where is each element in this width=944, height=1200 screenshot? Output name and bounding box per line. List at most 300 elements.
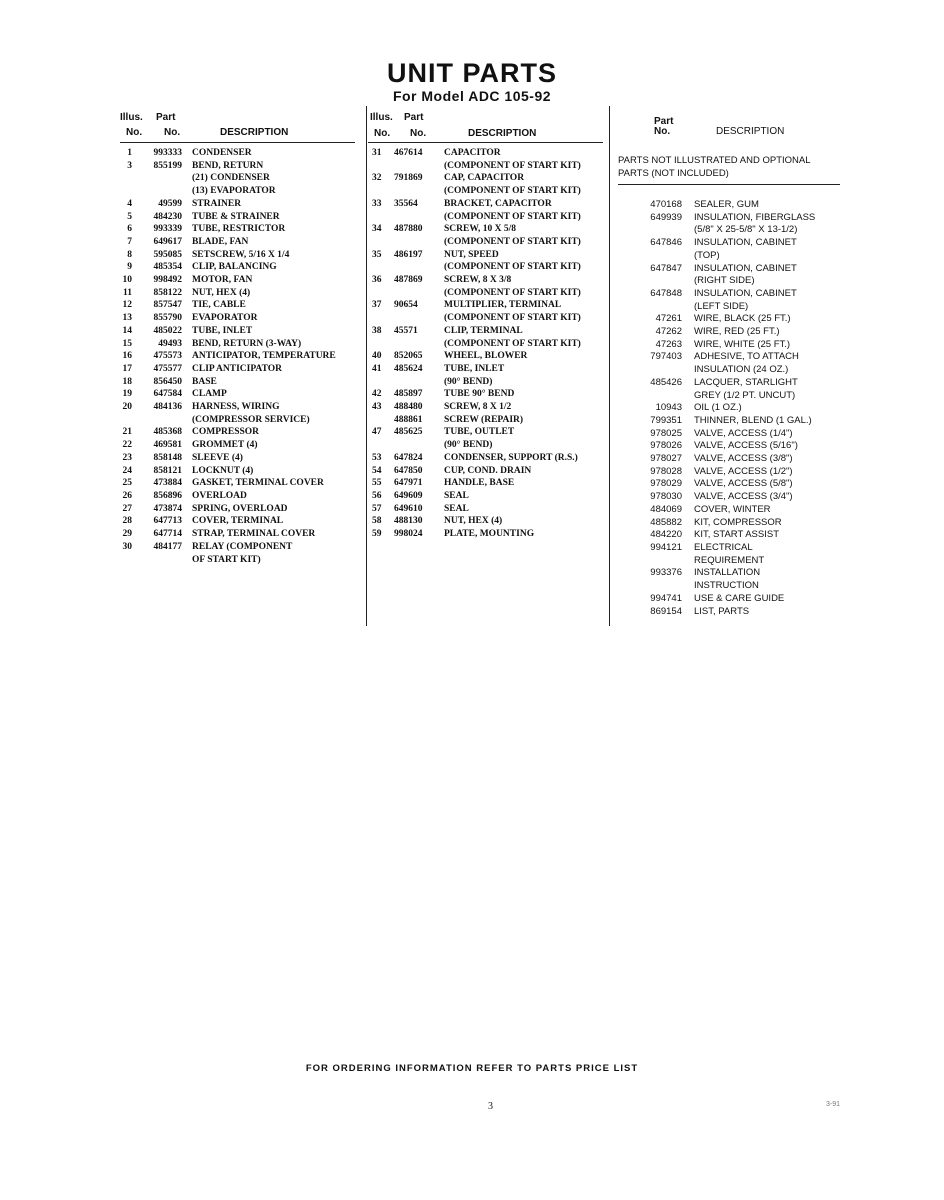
header-part-no: No. — [410, 128, 427, 139]
part-number — [618, 580, 694, 593]
table-row — [618, 606, 848, 619]
part-number: 856896 — [153, 490, 182, 501]
page-number: 3 — [488, 1101, 493, 1112]
part-number — [388, 439, 444, 452]
column-header — [120, 110, 355, 143]
header-illus-no: No. — [126, 127, 143, 138]
part-description: VALVE, ACCESS (1/4") — [694, 427, 793, 439]
part-description: (COMPONENT OF START KIT) — [444, 211, 581, 222]
part-number: 647847 — [650, 262, 682, 274]
illus-number: 53 — [372, 452, 382, 463]
illus-number: 32 — [372, 173, 382, 184]
illus-number — [368, 312, 388, 325]
part-number: 647971 — [394, 478, 423, 489]
part-number: 485022 — [153, 325, 182, 336]
part-number: 649617 — [153, 236, 182, 247]
part-number: 469581 — [153, 440, 182, 451]
part-description: SPRING, OVERLOAD — [192, 503, 288, 514]
part-description: BEND, RETURN — [192, 160, 264, 171]
illus-number — [368, 376, 388, 389]
part-number: 857547 — [153, 300, 182, 311]
part-description: TUBE 90° BEND — [444, 389, 515, 400]
table-row — [368, 426, 603, 439]
illus-number: 17 — [122, 363, 132, 374]
table-row — [618, 288, 848, 301]
part-description: BRACKET, CAPACITOR — [444, 198, 552, 209]
part-number: 10943 — [655, 402, 682, 414]
table-row — [120, 223, 355, 236]
table-row — [120, 299, 355, 312]
part-number: 485882 — [650, 516, 682, 528]
table-row — [120, 350, 355, 363]
part-number: 49493 — [158, 338, 182, 349]
table-row — [618, 415, 848, 428]
part-description: (COMPONENT OF START KIT) — [444, 160, 581, 171]
table-row — [368, 198, 603, 211]
part-number: 485625 — [394, 427, 423, 438]
part-description: INSTRUCTION — [694, 580, 759, 592]
table-row — [368, 376, 603, 389]
parts-column-2 — [368, 110, 603, 541]
illus-number: 24 — [122, 465, 132, 476]
part-number: 998024 — [394, 529, 423, 540]
part-number: 993376 — [650, 567, 682, 579]
table-row — [120, 388, 355, 401]
part-number: 485426 — [650, 376, 682, 388]
table-row — [618, 453, 848, 466]
part-description: VALVE, ACCESS (5/8") — [694, 478, 793, 490]
part-number: 473874 — [153, 503, 182, 514]
table-row — [618, 364, 848, 377]
part-number — [388, 376, 444, 389]
illus-number: 36 — [372, 275, 382, 286]
column-divider — [366, 106, 367, 626]
part-number — [618, 364, 694, 377]
part-number: 488480 — [394, 402, 423, 413]
part-number: 855199 — [153, 160, 182, 171]
part-description: OIL (1 OZ.) — [694, 402, 742, 414]
part-description: HANDLE, BASE — [444, 478, 515, 489]
part-number — [618, 555, 694, 568]
part-description: CLIP, TERMINAL — [444, 325, 523, 336]
part-description: (5/8" X 25-5/8" X 13-1/2) — [694, 224, 798, 236]
table-row — [120, 249, 355, 262]
part-description: KIT, START ASSIST — [694, 529, 779, 541]
table-row — [368, 401, 603, 414]
table-row — [120, 198, 355, 211]
optional-parts-note: PARTS NOT ILLUSTRATED AND OPTIONAL PARTS (NOT INCLUDED) — [618, 154, 840, 185]
table-row — [368, 439, 603, 452]
illus-number: 26 — [122, 490, 132, 501]
part-number — [618, 224, 694, 237]
table-row — [618, 275, 848, 288]
part-description: ANTICIPATOR, TEMPERATURE — [192, 351, 336, 362]
table-row — [120, 414, 355, 427]
table-row — [618, 466, 848, 479]
table-row — [120, 554, 355, 567]
part-description: GASKET, TERMINAL COVER — [192, 478, 324, 489]
part-description: OVERLOAD — [192, 490, 247, 501]
part-number: 484230 — [153, 211, 182, 222]
illus-number — [368, 338, 388, 351]
part-number: 856450 — [153, 376, 182, 387]
illus-number — [368, 261, 388, 274]
illus-number — [368, 211, 388, 224]
part-description: INSULATION, CABINET — [694, 287, 797, 299]
column-header — [368, 110, 603, 143]
table-row — [368, 211, 603, 224]
table-row — [618, 555, 848, 568]
model-subtitle: For Model ADC 105-92 — [392, 88, 552, 104]
illus-number: 22 — [122, 440, 132, 451]
table-row — [120, 401, 355, 414]
part-description: TUBE, OUTLET — [444, 427, 515, 438]
part-description: (13) EVAPORATOR — [192, 186, 276, 197]
part-number: 485897 — [394, 389, 423, 400]
part-description: GREY (1/2 PT. UNCUT) — [694, 389, 796, 401]
part-number — [132, 172, 192, 185]
part-description: THINNER, BLEND (1 GAL.) — [694, 414, 812, 426]
table-row — [120, 147, 355, 160]
part-number — [618, 250, 694, 263]
part-description: INSTALLATION — [694, 567, 761, 579]
table-row — [618, 250, 848, 263]
part-number — [132, 185, 192, 198]
part-number — [132, 554, 192, 567]
table-row — [368, 223, 603, 236]
table-row — [618, 263, 848, 276]
part-description: USE & CARE GUIDE — [694, 592, 785, 604]
part-description: TIE, CABLE — [192, 300, 246, 311]
illus-number: 13 — [122, 313, 132, 324]
table-row — [368, 160, 603, 173]
part-description: (COMPONENT OF START KIT) — [444, 236, 581, 247]
table-row — [618, 593, 848, 606]
part-description: TUBE, RESTRICTOR — [192, 224, 286, 235]
illus-number: 18 — [122, 376, 132, 387]
header-part-no: No. — [164, 127, 181, 138]
part-number: 994741 — [650, 592, 682, 604]
illus-number: 4 — [127, 198, 132, 209]
table-row — [618, 491, 848, 504]
part-description: HARNESS, WIRING — [192, 402, 280, 413]
illus-number: 56 — [372, 490, 382, 501]
part-number: 470168 — [650, 199, 682, 210]
illus-number: 57 — [372, 503, 382, 514]
table-row — [618, 339, 848, 352]
part-number: 791869 — [394, 173, 423, 184]
header-description: DESCRIPTION — [716, 126, 785, 137]
part-number: 47263 — [655, 338, 682, 350]
part-description: MOTOR, FAN — [192, 275, 253, 286]
part-description: (90° BEND) — [444, 376, 493, 387]
part-description: (TOP) — [694, 249, 720, 261]
part-number: 978030 — [650, 491, 682, 503]
parts-column-3 — [618, 110, 848, 618]
illus-number: 47 — [372, 427, 382, 438]
part-description: (COMPONENT OF START KIT) — [444, 313, 581, 324]
parts-column-1 — [120, 110, 355, 566]
parts-list — [368, 147, 603, 541]
part-number: 649610 — [394, 503, 423, 514]
part-description: COMPRESSOR — [192, 427, 260, 438]
table-row — [618, 313, 848, 326]
part-number — [388, 236, 444, 249]
part-description: CLAMP — [192, 389, 227, 400]
table-row — [368, 477, 603, 490]
part-description: (RIGHT SIDE) — [694, 275, 755, 287]
table-row — [368, 388, 603, 401]
table-row — [618, 402, 848, 415]
part-number: 486197 — [394, 249, 423, 260]
table-row — [618, 377, 848, 390]
part-description: SCREW, 10 X 5/8 — [444, 224, 516, 235]
part-description: SCREW, 8 X 1/2 — [444, 402, 512, 413]
table-row — [368, 528, 603, 541]
part-description: SEAL — [444, 503, 469, 514]
illus-number: 38 — [372, 325, 382, 336]
table-row — [618, 542, 848, 555]
table-row — [368, 249, 603, 262]
table-row — [618, 224, 848, 237]
part-number: 647848 — [650, 287, 682, 299]
part-number: 994121 — [650, 541, 682, 553]
part-number: 467614 — [394, 148, 423, 158]
part-description: SCREW, 8 X 3/8 — [444, 275, 512, 286]
illus-number — [120, 414, 132, 427]
part-number: 647713 — [153, 516, 182, 527]
part-description: REQUIREMENT — [694, 554, 765, 566]
part-description: WHEEL, BLOWER — [444, 351, 528, 362]
part-description: (90° BEND) — [444, 440, 493, 451]
part-description: PLATE, MOUNTING — [444, 529, 535, 540]
part-description: (COMPONENT OF START KIT) — [444, 186, 581, 197]
part-number: 45571 — [394, 325, 418, 336]
part-number: 858122 — [153, 287, 182, 298]
part-description: CAPACITOR — [444, 148, 501, 158]
part-description: VALVE, ACCESS (3/4") — [694, 491, 793, 503]
header-part: Part — [654, 116, 674, 127]
part-description: SEAL — [444, 490, 469, 501]
table-row — [368, 287, 603, 300]
parts-list — [618, 199, 848, 618]
header-description: DESCRIPTION — [220, 127, 289, 138]
part-number — [388, 211, 444, 224]
part-description: ELECTRICAL — [694, 541, 753, 553]
illus-number: 37 — [372, 300, 382, 311]
part-number: 647846 — [650, 237, 682, 249]
part-description: CONDENSER, SUPPORT (R.S.) — [444, 452, 578, 463]
table-row — [368, 147, 603, 160]
illus-number: 14 — [122, 325, 132, 336]
part-number: 978025 — [650, 427, 682, 439]
table-row — [120, 503, 355, 516]
table-row — [120, 287, 355, 300]
part-description: ADHESIVE, TO ATTACH — [694, 351, 799, 363]
table-row — [120, 325, 355, 338]
part-description: (LEFT SIDE) — [694, 300, 749, 312]
part-number: 869154 — [650, 605, 682, 617]
table-row — [120, 274, 355, 287]
illus-number: 21 — [122, 427, 132, 438]
part-number — [388, 160, 444, 173]
part-description: VALVE, ACCESS (5/16") — [694, 440, 798, 452]
table-row — [120, 452, 355, 465]
part-description: SETSCREW, 5/16 X 1/4 — [192, 249, 290, 260]
part-number: 978027 — [650, 453, 682, 465]
part-number: 799351 — [650, 414, 682, 426]
part-description: CLIP ANTICIPATOR — [192, 363, 283, 374]
part-number: 647824 — [394, 452, 423, 463]
table-row — [618, 326, 848, 339]
illus-number: 27 — [122, 503, 132, 514]
table-row — [368, 185, 603, 198]
table-row — [120, 541, 355, 554]
table-row — [368, 490, 603, 503]
table-row — [120, 439, 355, 452]
table-row — [368, 503, 603, 516]
illus-number — [368, 414, 388, 427]
part-description: SLEEVE (4) — [192, 452, 243, 463]
part-description: RELAY (COMPONENT — [192, 541, 293, 552]
part-number: 475573 — [153, 351, 182, 362]
part-number: 978028 — [650, 465, 682, 477]
part-number — [132, 414, 192, 427]
part-description: GROMMET (4) — [192, 440, 258, 451]
table-row — [368, 465, 603, 478]
table-row — [368, 515, 603, 528]
table-row — [618, 504, 848, 517]
illus-number: 41 — [372, 363, 382, 374]
table-row — [120, 185, 355, 198]
part-description: CAP, CAPACITOR — [444, 173, 525, 184]
part-description: BEND, RETURN (3-WAY) — [192, 338, 302, 349]
part-number: 487880 — [394, 224, 423, 235]
table-row — [368, 363, 603, 376]
part-description: (21) CONDENSER — [192, 173, 270, 184]
table-row — [120, 312, 355, 325]
illus-number: 3 — [127, 160, 132, 171]
table-row — [618, 237, 848, 250]
part-description: LACQUER, STARLIGHT — [694, 376, 798, 388]
part-number: 595085 — [153, 249, 182, 260]
table-row — [618, 212, 848, 225]
part-description: NUT, HEX (4) — [444, 516, 503, 527]
illus-number — [120, 185, 132, 198]
part-description: LIST, PARTS — [694, 605, 750, 617]
header-part-no: No. — [654, 126, 671, 137]
part-number: 998492 — [153, 275, 182, 286]
table-row — [120, 338, 355, 351]
illus-number: 35 — [372, 249, 382, 260]
part-number: 647584 — [153, 389, 182, 400]
part-description: TUBE & STRAINER — [192, 211, 280, 222]
part-description: LOCKNUT (4) — [192, 465, 254, 476]
illus-number: 16 — [122, 351, 132, 362]
table-row — [120, 426, 355, 439]
illus-number: 12 — [122, 300, 132, 311]
part-description: CONDENSER — [192, 148, 252, 158]
header-part: Part — [156, 112, 176, 123]
illus-number — [120, 172, 132, 185]
table-row — [120, 160, 355, 173]
part-description: MULTIPLIER, TERMINAL — [444, 300, 562, 311]
part-number: 484177 — [153, 541, 182, 552]
part-description: CUP, COND. DRAIN — [444, 465, 532, 476]
table-row — [120, 363, 355, 376]
part-description: EVAPORATOR — [192, 313, 258, 324]
part-number: 488861 — [394, 414, 423, 425]
illus-number — [368, 236, 388, 249]
part-description: INSULATION, CABINET — [694, 262, 797, 274]
part-number: 473884 — [153, 478, 182, 489]
table-row — [368, 312, 603, 325]
part-number: 484220 — [650, 529, 682, 541]
illus-number: 29 — [122, 529, 132, 540]
illus-number: 34 — [372, 224, 382, 235]
part-description: TUBE, INLET — [444, 363, 505, 374]
part-description: WIRE, RED (25 FT.) — [694, 326, 780, 338]
table-row — [368, 350, 603, 363]
table-row — [618, 301, 848, 314]
part-description: (COMPRESSOR SERVICE) — [192, 414, 310, 425]
part-description: STRAP, TERMINAL COVER — [192, 529, 316, 540]
part-description: WIRE, BLACK (25 FT.) — [694, 313, 791, 325]
part-description: KIT, COMPRESSOR — [694, 516, 782, 528]
illus-number: 43 — [372, 402, 382, 413]
illus-number: 20 — [122, 402, 132, 413]
header-illus: Illus. — [120, 112, 143, 123]
part-number: 797403 — [650, 351, 682, 363]
illus-number: 33 — [372, 198, 382, 209]
table-row — [368, 338, 603, 351]
part-number: 90654 — [394, 300, 418, 311]
illus-number — [120, 554, 132, 567]
page-title: UNIT PARTS — [387, 58, 557, 88]
part-description: NUT, SPEED — [444, 249, 499, 260]
part-number: 484069 — [650, 503, 682, 515]
illus-number: 25 — [122, 478, 132, 489]
part-number: 993339 — [153, 224, 182, 235]
header-part: Part — [404, 112, 424, 123]
illus-number: 11 — [123, 287, 132, 298]
illus-number: 55 — [372, 478, 382, 489]
illus-number: 15 — [122, 338, 132, 349]
part-number — [388, 312, 444, 325]
part-number: 647850 — [394, 465, 423, 476]
part-number: 47262 — [655, 326, 682, 338]
parts-list — [120, 147, 355, 566]
table-row — [618, 580, 848, 593]
part-number: 852065 — [394, 351, 423, 362]
part-description: (COMPONENT OF START KIT) — [444, 338, 581, 349]
header-illus: Illus. — [370, 112, 393, 123]
illus-number: 7 — [127, 236, 132, 247]
part-description: INSULATION, FIBERGLASS — [694, 211, 816, 223]
header-description: DESCRIPTION — [468, 128, 537, 139]
table-row — [618, 199, 848, 212]
part-description: (COMPONENT OF START KIT) — [444, 262, 581, 273]
part-number: 485368 — [153, 427, 182, 438]
part-description: BLADE, FAN — [192, 236, 249, 247]
part-description: NUT, HEX (4) — [192, 287, 251, 298]
illus-number — [368, 287, 388, 300]
part-number: 993333 — [153, 148, 182, 158]
part-number: 649609 — [394, 490, 423, 501]
table-row — [618, 351, 848, 364]
illus-number: 54 — [372, 465, 382, 476]
illus-number: 28 — [122, 516, 132, 527]
